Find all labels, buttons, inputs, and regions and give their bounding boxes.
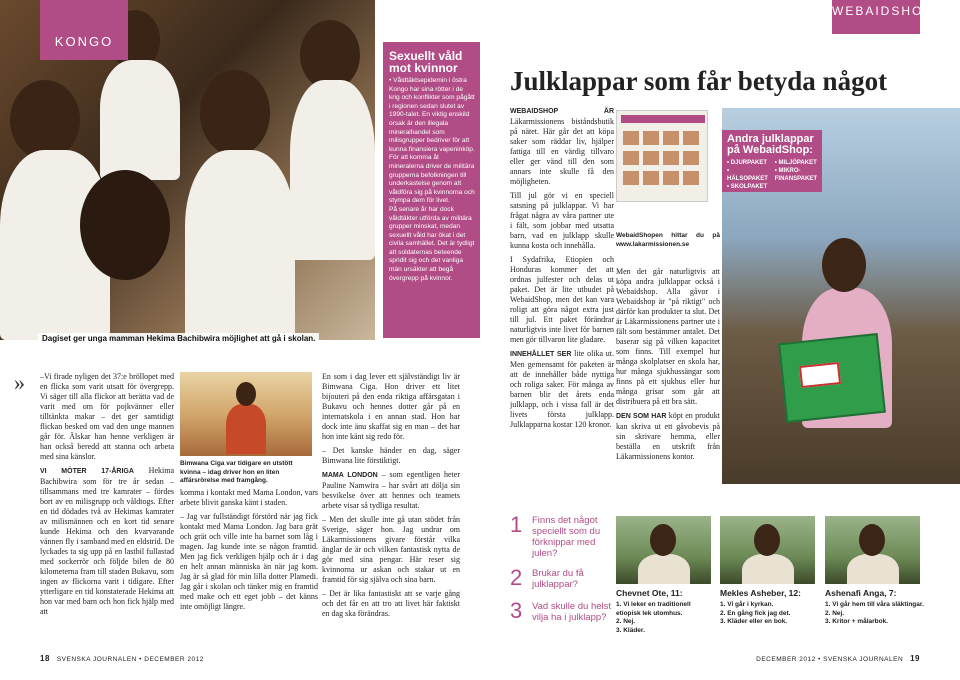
webshop-screenshot [616, 110, 708, 202]
product-thumb [663, 151, 679, 165]
kid-shirt [847, 554, 899, 584]
kid-answer: 2. Nej. [825, 609, 845, 617]
kid-name: Ashenafi Anga, 7: [825, 588, 897, 598]
product-thumb [643, 131, 659, 145]
right-page [480, 0, 960, 680]
kid-portrait [616, 516, 711, 584]
question-number: 2 [510, 565, 523, 590]
product-thumb [623, 171, 639, 185]
article-title: Julklappar som får betyda något [510, 66, 888, 96]
person-shirt [100, 60, 180, 180]
person-head [236, 382, 256, 406]
product-thumb [663, 131, 679, 145]
product-thumb [683, 151, 699, 165]
issue-date: DECEMBER 2012 [756, 656, 816, 663]
product-thumb [643, 151, 659, 165]
product-thumb [683, 171, 699, 185]
article-column [180, 488, 318, 648]
paragraph: Men det går naturligtvis att köpa andra julklappar också i Webaidshop. Alla gåvor i Webaidshop är "på riktigt" och därför kan produkter ta slut. Det är Läkarmissionens partner ute i fält som bestämmer antalet. Det baserar sig på vilken kapacitet som finns. Till exempel hur många skolplatser en skola har, hur många sjukhussängar som finns på ett sjukhus eller hur många grisar som går att distribuera på ett bra sätt. [616, 267, 720, 406]
paragraph [616, 411, 720, 462]
other-gifts-column [775, 159, 817, 191]
shop-owner-photo [180, 372, 312, 456]
kid-shirt [742, 554, 794, 584]
kid-head [859, 524, 885, 556]
kid-name: Chevnet Ote, 11: [616, 588, 683, 598]
other-gifts-box [722, 130, 822, 192]
magazine-name: SVENSKA JOURNALEN [56, 656, 137, 663]
paragraph: – Jag var fullständigt förstörd när jag fick kontakt med Mama London. Jag bara grät och grät och ville inte ha barnet som låg i magen. Jag kunde inte se någon framtid. Men jag fick verkligen hjälp och är i dag en helt annan människa än när jag kom. Jag är så glad för min lilla dotter Plamedi. Jag går i skolan och tänker mig en framtid med make och ett eget jobb – det känns inte omöjligt längre. [180, 512, 318, 611]
paragraph: komma i kontakt med Mama London, vars arbete blivit ganska känt i staden. [180, 488, 318, 507]
paragraph: – Det kanske händer en dag, säger Bimwana lite förstiktigt. [322, 446, 460, 465]
product-thumb [683, 131, 699, 145]
article-column [616, 232, 720, 486]
kid-answer: 1. Vi går i kyrkan. [720, 601, 774, 608]
product-thumb [643, 171, 659, 185]
section-tag: KONGO [40, 0, 128, 60]
paragraph [510, 349, 614, 430]
webshop-header-bar [621, 115, 705, 123]
question-number: 3 [510, 598, 523, 623]
paragraph [40, 466, 174, 617]
kid-answers [825, 601, 925, 627]
paragraph [322, 470, 460, 511]
sidebar-paragraph: • Våldtäktsepidemin i östra Kongo har sina rötter i de krig och konflikter som pågått i regionen sedan slutet av 1990-talet. En viktig enskild orsak är den illegala mineralhandel som milisgrupper bedriver för att kunna finansiera vapeninköp. För att komma åt mineralerna driver de militära grupperna befolkningen till underkastelse genom att våldföra sig på kvinnorna och stympa dem för livet. [389, 77, 475, 205]
gift-item: • MILJÖPAKET [774, 160, 817, 166]
paragraph-text: Läkarmissionens biståndsbutik på nätet. Här går det att köpa saker som räddar liv, hjälper fattiga till en värdig tillvaro eller ger vänd till den som annars inte skulle få den möjligheten. [510, 117, 614, 186]
factbox-sidebar [383, 42, 480, 338]
question-number: 1 [510, 512, 523, 537]
webshop-caption: WebaidShopen hittar du på www.lakarmissionen.se [616, 232, 720, 248]
paragraph: –Vi firade nyligen det 37:e bröllopet med en flicka som varit utsatt för övergrepp. Vi säger till alla flickor att berätta vad de varit med om för pojkvänner eller tilltänkta makar – det ger samtidigt flickan besked om vad den unge mannen går för. Älskar han henne verkligen är han också beredd att stanna och arbeta med sina känslor. [40, 372, 174, 461]
kid-portrait [825, 516, 920, 584]
photo-caption: Bimwana Ciga var tidigare en utstött kvinna – idag driver hon en liten affärsrörelse med framgång. [180, 460, 293, 484]
gift-item: • DJURPAKET [727, 160, 767, 166]
paragraph-lead: DEN SOM HAR [616, 413, 667, 420]
paragraph: I Sydafrika, Etiopien och Honduras kommer det att ordnas julfester och delas ut paket. Det är lite utbudet på WebaidShop, men det kan vara roligt att göra något extra just till jul. Ett paket förändrar naturligtvis inte livet för barnen men gör tillvaron lite gladare. [510, 255, 614, 344]
kid-portrait [720, 516, 815, 584]
kid-answer: 2. Nej. [616, 618, 636, 626]
person-head [10, 80, 80, 160]
kid-answer: 1. Vi leker en traditionell etiopisk lek utomhus. [616, 601, 691, 617]
quote-mark-icon: » [14, 370, 25, 395]
other-gifts-title: Andra julklappar på WebaidShop: [727, 133, 814, 156]
kid-answers [616, 601, 716, 635]
kid-answer: 2. En gång fick jag det. [720, 609, 791, 617]
gift-item: • MIKRO- [774, 168, 801, 174]
other-gifts-column [727, 159, 771, 191]
page-number: 18 [40, 654, 50, 663]
kid-answer: 3. Kläder eller en bok. [720, 618, 788, 626]
paragraph [510, 106, 614, 187]
girl-with-gift-photo [722, 108, 960, 484]
question-text: Brukar du få julklappar? [532, 568, 584, 590]
paragraph-lead: WEBAIDSHOP ÄR [510, 108, 614, 115]
question-text: Vad skulle du helst vilja ha i julklapp? [532, 601, 612, 623]
product-thumb [663, 171, 679, 185]
product-thumb [623, 151, 639, 165]
sidebar-paragraph: På senare år har dock våldtäkter utförda av militära grupper minskat, medan sexuellt våld har ökat i det civila samhället. Det är tydligt att soldaternas beteende spridit sig och det vanliga män ursäkter att begå övergrepp på kvinnor. [389, 205, 475, 282]
kid-name: Mekles Asheber, 12: [720, 588, 801, 598]
kid-shirt [638, 554, 690, 584]
kid-answer: 1. Vi går hem till våra släktingar. [825, 601, 924, 608]
hero-caption: Dagiset ger unga mamman Hekima Bachibwira möjlighet att gå i skolan. [38, 333, 319, 344]
paragraph-lead: INNEHÅLLET SER [510, 351, 572, 358]
paragraph: – Det är lika fantastiskt att se varje gång och det får en att tro att livet här faktiskt en dag ska förändras. [322, 589, 460, 618]
girl-head [822, 238, 866, 292]
kid-head [650, 524, 676, 556]
kid-answer: 3. Kritor + målarbok. [825, 618, 889, 626]
article-column [322, 372, 460, 644]
page-footer: DECEMBER 2012 • SVENSKA JOURNALEN 19 [756, 654, 920, 663]
issue-date: DECEMBER 2012 [144, 656, 204, 663]
paragraph-text: – som egentligen heter Pauline Namwira – har svårt att dölja sin besvikelse över att hennes och teamets arbete visar så tydliga resultat. [322, 470, 460, 510]
paragraph-text: lite olika ut. Men gemensamt för paketen är att de innehåller både nyttiga och roliga saker. För många av barnen blir det årets enda julklapp, och i vissa fall är det livets första julklapp. Julklapparna kostar 120 kronor. [510, 349, 614, 429]
gift-label [799, 362, 841, 388]
article-column [40, 372, 174, 642]
paragraph-lead: MAMA LONDON [322, 472, 378, 479]
paragraph-text: Hekima Bachibwira som för tre år sedan – tillsammans med tre kamrater – fördes bort av en milisgrupp och våldtogs. Efter en tid dödades två av Hekimas kamrater av milismännen och en kort tid senare kunde Hekima och den kvarvarande vännen fly i samband med en eldstrid. De lyckades ta sig upp på en lastbil fullastad med sockerrör och följde bilen de 80 kilometerna fram till staden Bukavu, som ingen av flickorna varit i tidigare. Efter ytterligare en tid konstaterade Hekima att hon var med barn och hon fick hjälp med att [40, 466, 174, 616]
kid-answer: 3. Kläder. [616, 626, 645, 634]
kid-head [754, 524, 780, 556]
kid-answers [720, 601, 820, 627]
gift-item: • SKOLPAKET [727, 184, 768, 190]
paragraph-lead: VI MÖTER 17-ÅRIGA [40, 468, 134, 475]
question-text: Finns det något speciellt som du förknippar med julen? [532, 515, 601, 559]
person-shirt [185, 150, 295, 340]
section-tag [832, 0, 934, 34]
sidebar-title: Sexuellt våld mot kvinnor [389, 49, 463, 75]
section-tag-label: WEBAIDSHOP [832, 4, 934, 18]
gift-item: FINANSPAKET [774, 176, 817, 182]
page-number: 19 [910, 654, 920, 663]
person-shirt [226, 404, 266, 454]
paragraph: En som i dag lever ett självständigt liv är Bimwana Ciga. Hon driver ett litet bijouteri på den enda riktiga affärsgatan i Bukavu och hennes dotter går på en internatskola i en annan stad. Hon har dock inte änu skaffat sig en man – det har hon inte känt sig redo för. [322, 372, 460, 441]
product-thumb [623, 131, 639, 145]
paragraph-text: köpt en produkt kan skriva ut ett gåvobevis på sin skrivare hemma, eller beställa en utskrift från Läkarmissionens kontor. [616, 411, 720, 461]
other-gifts-list [727, 159, 817, 191]
paragraph: Till jul gör vi en speciell satsning på julklappar. Vi har frågat några av våra partner ute i fält, som jobbar med utsatta barn, vad en julklapp skulle kunna kosta och innehålla. [510, 191, 614, 250]
person-head [80, 170, 170, 280]
page-footer: 18 SVENSKA JOURNALEN • DECEMBER 2012 [40, 654, 204, 663]
paragraph: – Men det skulle inte gå utan stödet från Sverige, säger hon. Jag undrar om Läkarmissionens givare förstår vilka änglar de är och vilken fantastisk nytta de gör med sina pengar. Här reser sig kvinnorna ur askan och stakar ut en framtid för sig själva och sina barn. [322, 515, 460, 584]
article-column [510, 106, 614, 486]
person-head [200, 70, 270, 156]
magazine-name: SVENSKA JOURNALEN [823, 656, 904, 663]
gift-item: • HÄLSOPAKET [727, 168, 768, 182]
person-shirt [290, 80, 375, 260]
